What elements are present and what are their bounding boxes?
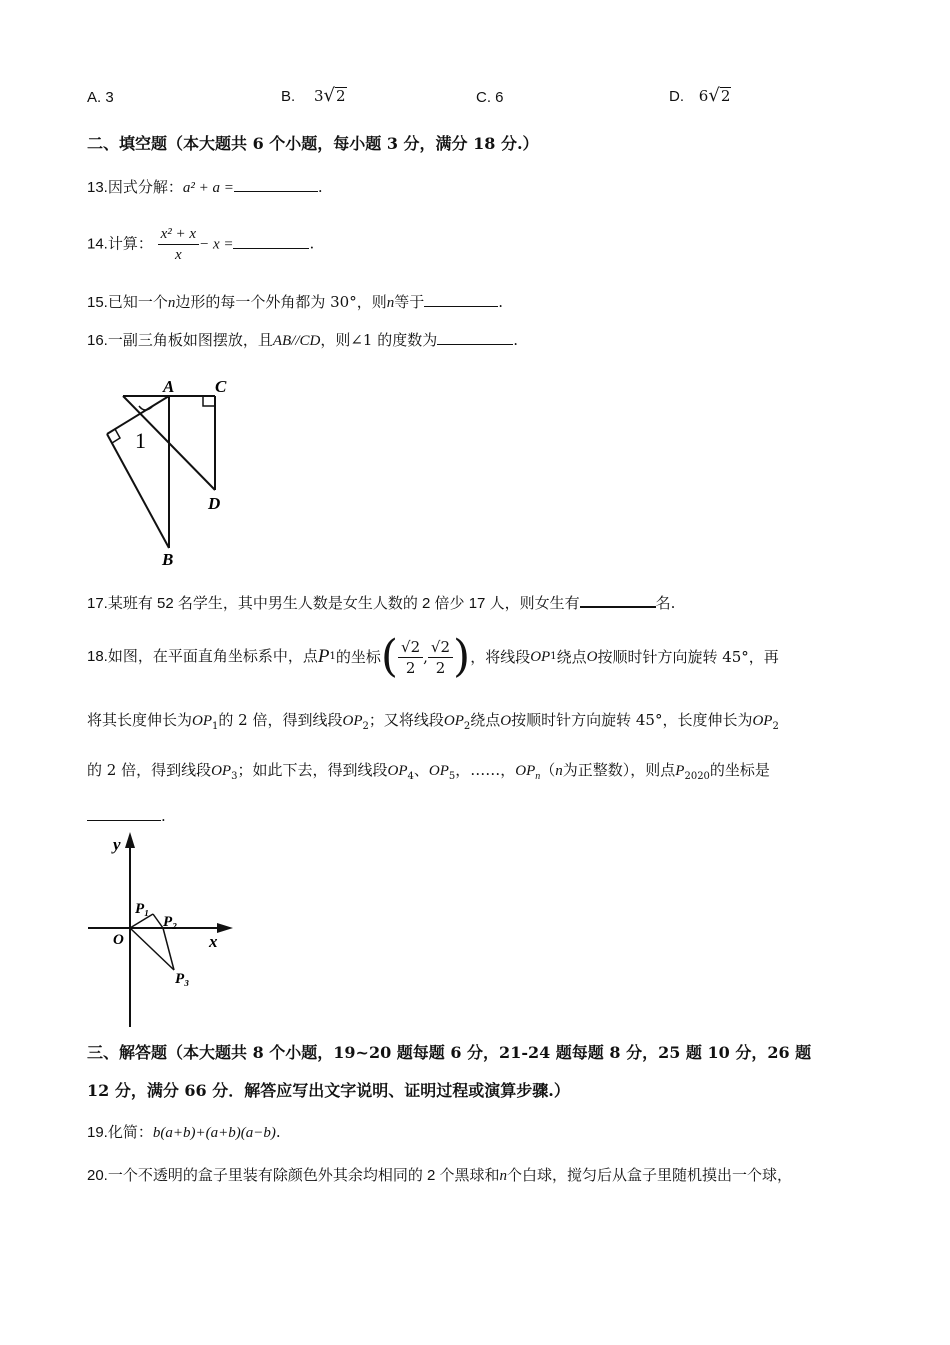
q16-text1: 16.一副三角板如图摆放，且 — [87, 332, 273, 349]
q18-line2-c: ；又将线段 — [368, 711, 444, 729]
label-o: O — [113, 932, 124, 948]
q18-p1-sub: 1 — [329, 651, 336, 662]
segment-p1-p2 — [153, 914, 163, 928]
q20-var: n — [499, 1168, 508, 1184]
q18-op5: OP — [428, 763, 449, 779]
question-15 — [87, 292, 503, 313]
q18-line2-op2b-sub: 2 — [463, 721, 471, 732]
question-18-line3 — [87, 760, 770, 787]
right-angle-c — [203, 396, 215, 406]
q14-denominator: x — [175, 247, 182, 263]
q20-text2: 个白球，搅匀后从盒子里随机摸出一个球， — [507, 1166, 793, 1184]
q18-o: O — [586, 649, 598, 665]
q13-expr: a² + a = — [182, 180, 234, 196]
q18-op1: OP — [530, 649, 551, 665]
q15-var2: n — [386, 295, 395, 311]
q18-op4: OP — [387, 763, 408, 779]
q15-answer-blank — [424, 306, 498, 307]
segment-p2-p3 — [163, 928, 174, 970]
q18-line3-d: （ — [540, 761, 556, 779]
q18-line1-a: 18.如图，在平面直角坐标系中，点 — [87, 648, 318, 665]
q18-line2-op2c: OP — [752, 713, 773, 729]
q19-number: 19.化简： — [87, 1124, 153, 1141]
q18-end: . — [161, 807, 166, 825]
q18-opn: OP — [515, 763, 536, 779]
q18-line2-op1-sub: 1 — [212, 721, 219, 732]
q18-line1-c: ，将线段 — [470, 648, 531, 666]
q16-end: . — [513, 331, 519, 349]
question-20 — [87, 1165, 792, 1186]
x-axis-arrow — [217, 923, 233, 933]
label-p2: P₂ — [163, 914, 178, 930]
label-b: B — [162, 550, 174, 569]
option-d: D. 6√2 — [669, 85, 731, 106]
q18-frac-x — [398, 637, 423, 678]
q15-text3: 等于 — [394, 293, 425, 311]
coordinate-figure — [85, 830, 245, 1035]
option-d-radicand: 2 — [720, 87, 731, 105]
section3-heading-line1: 三、解答题（本大题共 8 个小题，19~20 题每题 6 分，21-24 题每题 8 分，25 题 10 分，26 题 — [87, 1043, 812, 1062]
q13-answer-blank — [234, 191, 318, 192]
q18-line3-e: 为正整数），则点 — [562, 761, 676, 779]
q18-line2-d: 绕点 — [470, 711, 501, 729]
label-x: x — [209, 932, 218, 951]
q16-expr: AB//CD — [272, 333, 321, 349]
q18-op1-sub: 1 — [550, 651, 557, 662]
q15-var: n — [167, 295, 176, 311]
question-16 — [87, 330, 518, 351]
q14-answer-blank — [233, 248, 309, 249]
q18-line2-o: O — [500, 713, 512, 729]
q19-expr: b(a+b)+(a+b)(a−b) — [152, 1125, 276, 1141]
question-13 — [87, 177, 323, 198]
q14-numerator: x² + x — [158, 224, 199, 245]
q14-fraction — [158, 224, 199, 265]
q13-number: 13.因式分解： — [87, 179, 183, 196]
q18-frac-y-num: √2 — [428, 637, 453, 658]
y-axis-arrow — [125, 832, 135, 848]
question-18-line2 — [87, 710, 779, 737]
option-b-coef: 3 — [313, 87, 324, 105]
q18-op3-sub: 3 — [231, 771, 238, 782]
q18-line1-d: 绕点 — [556, 648, 587, 666]
option-d-label: D. — [669, 88, 684, 105]
option-a: A. 3 — [87, 89, 114, 106]
q18-sep: 、 — [413, 761, 429, 779]
q16-text2: ，则∠1 的度数为 — [320, 331, 438, 349]
q18-line2-a: 将其长度伸长为 — [87, 711, 193, 729]
label-p1: P₁ — [135, 901, 150, 917]
triangle-figure — [95, 372, 245, 572]
option-b-label: B. — [281, 88, 296, 105]
label-p3: P₃ — [175, 971, 190, 987]
section2-heading: 二、填空题（本大题共 6 个小题，每小题 3 分，满分 18 分.） — [87, 134, 539, 153]
label-d: D — [208, 494, 221, 513]
section3-heading-line2: 12 分，满分 66 分．解答应写出文字说明、证明过程或演算步骤.） — [87, 1081, 570, 1100]
q18-frac-y-den: 2 — [435, 658, 446, 677]
q18-line2-op1: OP — [192, 713, 213, 729]
q18-line2-b: 的 2 倍，得到线段 — [218, 711, 343, 729]
label-a: A — [163, 377, 175, 396]
q19-end: . — [275, 1123, 281, 1141]
q18-opn-sub: n — [535, 771, 541, 782]
q18-line3-b: ；如此下去，得到线段 — [237, 761, 388, 779]
option-d-coef: 6 — [698, 87, 709, 105]
question-17 — [87, 593, 675, 614]
q18-op3: OP — [211, 763, 232, 779]
q17-text: 17.某班有 52 名学生，其中男生人数是女生人数的 2 倍少 17 人，则女生有 — [87, 595, 580, 612]
q18-frac-y — [428, 637, 453, 678]
q18-line2-op2: OP — [342, 713, 363, 729]
q20-text1: 20.一个不透明的盒子里装有除颜色外其余均相同的 2 个黑球和 — [87, 1167, 500, 1184]
q18-answer-blank — [87, 820, 161, 821]
q18-op4-sub: 4 — [407, 771, 414, 782]
q18-line3-f: 的坐标是 — [709, 761, 770, 779]
q18-p2020-sub: 2020 — [684, 771, 710, 782]
option-b-radicand: 2 — [336, 87, 346, 105]
question-18-line4 — [87, 806, 166, 826]
q18-p2020: P — [675, 763, 685, 779]
q18-line1-e: 按顺时针方向旋转 45°，再 — [597, 648, 779, 666]
q18-line3-c: ，……， — [455, 761, 516, 779]
q14-end: . — [309, 234, 315, 253]
q18-frac-x-num: √2 — [398, 637, 423, 658]
q15-text1: 15.已知一个 — [87, 294, 168, 311]
q15-end: . — [498, 293, 504, 311]
q18-frac-x-den: 2 — [405, 658, 416, 677]
q18-n: n — [555, 763, 563, 779]
q18-line3-a: 的 2 倍，得到线段 — [87, 761, 212, 779]
q14-number: 14.计算： — [87, 235, 153, 253]
q17-end: 名. — [655, 594, 676, 612]
question-19 — [87, 1122, 281, 1143]
q18-line2-op2c-sub: 2 — [772, 721, 779, 732]
q16-answer-blank — [437, 344, 513, 345]
question-14 — [87, 224, 314, 265]
q13-end: . — [317, 178, 323, 196]
question-18-line1: 18.如图，在平面直角坐标系中，点 P 1 的坐标 ( $\frac{√2}{2}$ , $\frac{√2}{2}$ ) ，将线段 OP 1 绕点 O 按顺时针方向旋转 45°，再 — [87, 631, 779, 682]
q15-text2: 边形的每一个外角都为 30°，则 — [175, 293, 387, 311]
q18-p1: P — [317, 646, 330, 667]
q17-answer-blank — [580, 606, 656, 608]
option-c: C. 6 — [476, 89, 504, 106]
q18-line1-b: 的坐标 — [335, 648, 381, 666]
option-b: B. 3√2 — [281, 85, 346, 106]
label-c: C — [215, 377, 227, 396]
q18-line2-e: 按顺时针方向旋转 45°，长度伸长为 — [511, 711, 753, 729]
q18-line2-op2-sub: 2 — [362, 721, 369, 732]
q18-line2-op2b: OP — [443, 713, 464, 729]
segment-op3 — [130, 928, 174, 970]
label-angle-1: 1 — [135, 428, 146, 453]
q14-tail: − x = — [199, 236, 234, 253]
q18-op5-sub: 5 — [448, 771, 456, 782]
label-y: y — [113, 835, 121, 854]
